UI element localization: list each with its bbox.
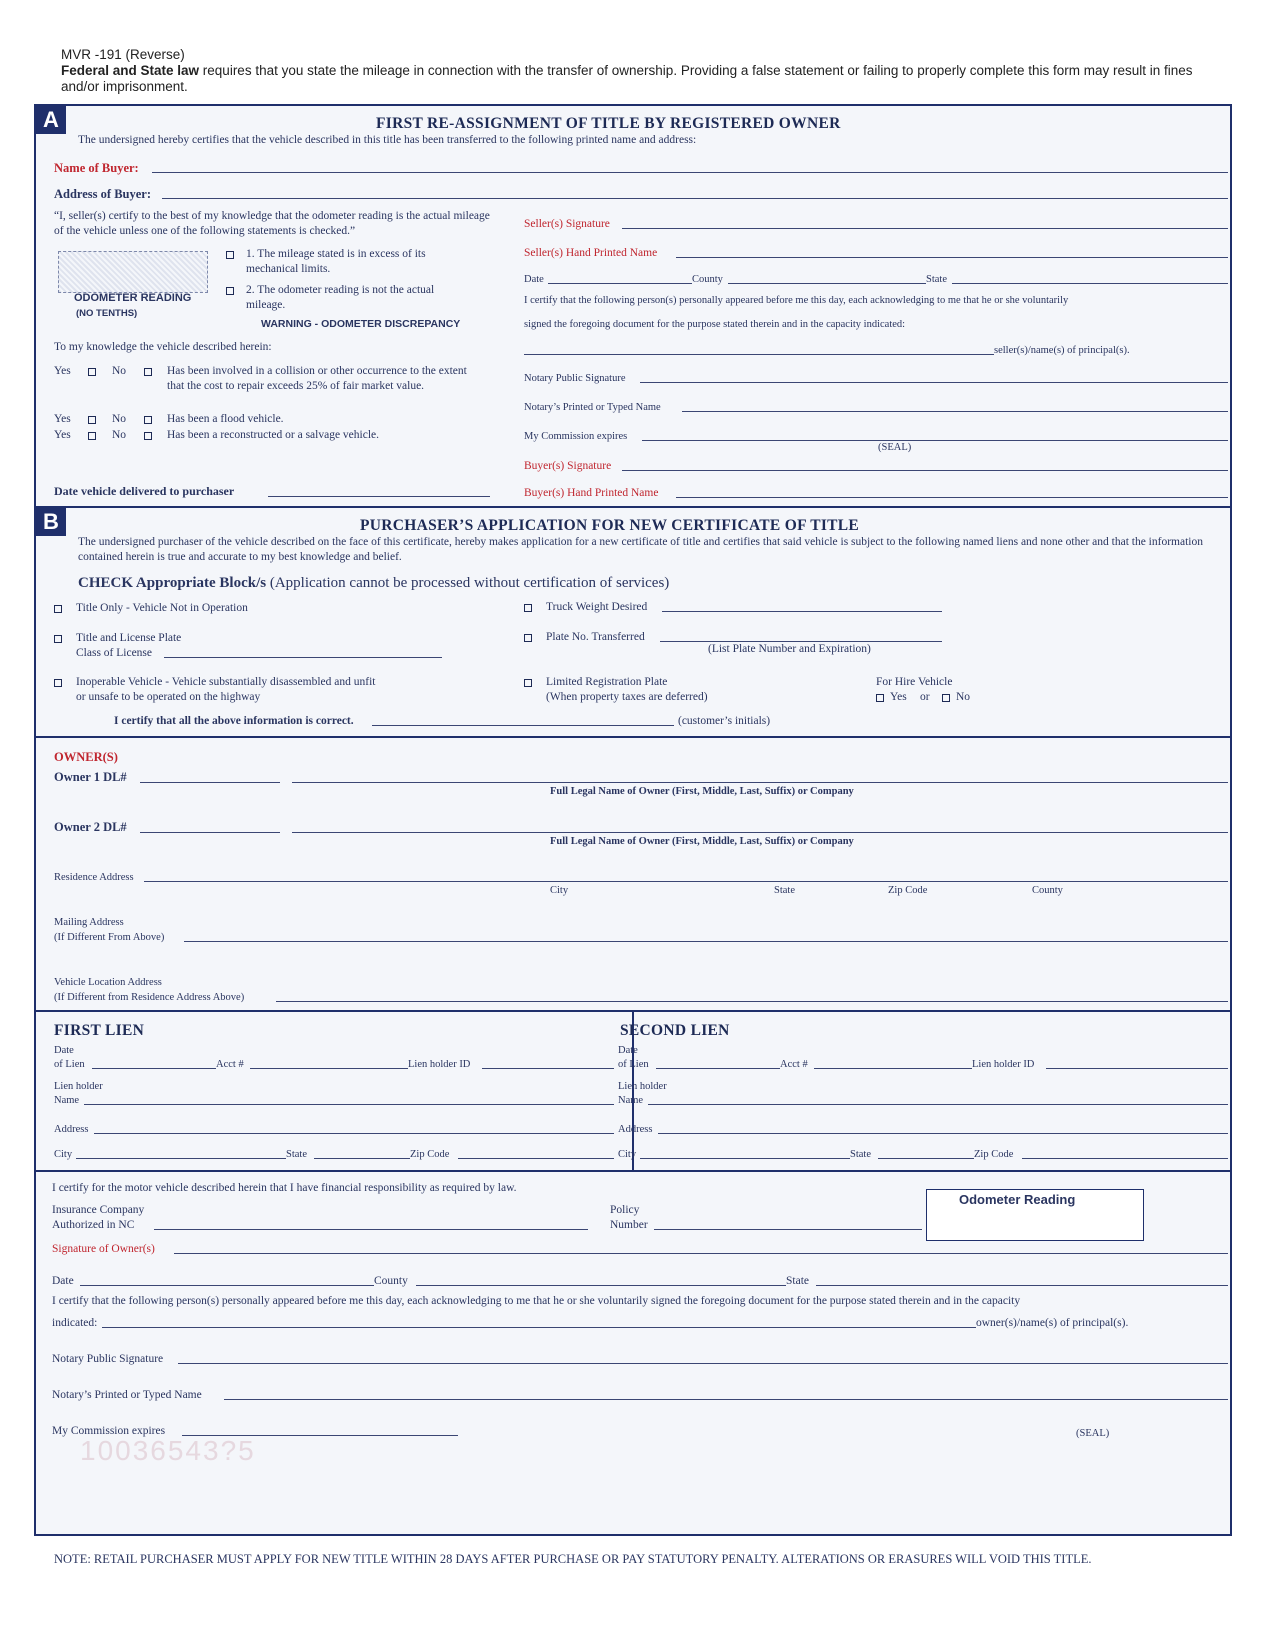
seller-certify-text: “I, seller(s) certify to the best of my knowledge that the odometer reading is the actual mileage of the vehicle unless one of the following statements is checked.”	[54, 210, 490, 237]
ins-commission-label: My Commission expires	[52, 1425, 166, 1437]
insurance-company-label: Insurance Company	[52, 1204, 145, 1216]
legal-notice-text: requires that you state the mileage in connection with the transfer of ownership. Providing a false statement or failing to properly complete this form may result in fines and/or imprisonment.	[61, 63, 1193, 94]
a-date-label: Date	[524, 274, 544, 285]
ins-notary-name-label: Notary’s Printed or Typed Name	[52, 1389, 202, 1401]
sl-city-label: City	[618, 1149, 637, 1160]
q1-no-checkbox[interactable]	[144, 368, 152, 376]
seller-signature-field[interactable]	[622, 228, 1228, 229]
mailing-sub-label: (If Different From Above)	[54, 932, 165, 943]
check-blocks-bold: CHECK Appropriate Block/s	[78, 575, 267, 591]
ins-notary-name-field[interactable]	[224, 1399, 1228, 1400]
mailing-label: Mailing Address	[54, 917, 124, 928]
limited-plate-sub: (When property taxes are deferred)	[546, 691, 708, 703]
fl-name-label: Name	[54, 1095, 80, 1106]
odometer-warning: WARNING - ODOMETER DISCREPANCY	[261, 318, 461, 330]
fl-lien-id-label: Lien holder ID	[408, 1059, 471, 1070]
fl-date-label: Date	[54, 1045, 74, 1056]
buyer-signature-field[interactable]	[622, 470, 1228, 471]
sl-address-label: Address	[618, 1124, 653, 1135]
date-delivered-field[interactable]	[268, 496, 490, 497]
sl-holder-label: Lien holder	[618, 1081, 667, 1092]
location-sub-label: (If Different from Residence Address Above)	[54, 992, 245, 1003]
owner-signature-label: Signature of Owner(s)	[52, 1243, 155, 1255]
fl-address-field[interactable]	[94, 1133, 614, 1134]
fl-state-field[interactable]	[314, 1158, 410, 1159]
insurance-company-field[interactable]	[154, 1229, 588, 1230]
for-hire-yes-label: Yes	[890, 691, 907, 703]
odometer-reading-label: ODOMETER READING	[74, 292, 192, 304]
class-of-license-label: Class of License	[76, 647, 153, 659]
location-field[interactable]	[276, 1001, 1228, 1002]
q1-no-label: No	[112, 365, 127, 377]
q1-text: Has been involved in a collision or other occurrence to the extent that the cost to repair exceeds 25% of fair market value.	[167, 365, 467, 392]
class-of-license-field[interactable]	[164, 657, 442, 658]
section-b-title: PURCHASER’S APPLICATION FOR NEW CERTIFICATE OF TITLE	[360, 517, 860, 534]
q1-yes-label: Yes	[54, 365, 71, 377]
fl-date-field[interactable]	[92, 1068, 216, 1069]
sl-lien-id-label: Lien holder ID	[972, 1059, 1035, 1070]
q2-no-checkbox[interactable]	[144, 416, 152, 424]
owners-heading: OWNER(S)	[54, 750, 118, 764]
knowledge-label: To my knowledge the vehicle described herein:	[54, 341, 272, 353]
for-hire-yes-checkbox[interactable]	[876, 694, 884, 702]
address-of-buyer-field[interactable]	[162, 198, 1228, 199]
sl-date-label: Date	[618, 1045, 638, 1056]
fl-zip-label: Zip Code	[410, 1149, 450, 1160]
ins-seal: (SEAL)	[1076, 1428, 1110, 1439]
a-notary-name-label: Notary’s Printed or Typed Name	[524, 402, 661, 413]
q2-text: Has been a flood vehicle.	[167, 413, 284, 425]
no-tenths-label: (NO TENTHS)	[76, 308, 138, 319]
section-b-letter: B	[36, 508, 66, 536]
residence-field[interactable]	[144, 881, 1228, 882]
fl-lien-id-field[interactable]	[482, 1068, 614, 1069]
fl-state-label: State	[286, 1149, 307, 1160]
ins-state-field[interactable]	[816, 1285, 1228, 1286]
q1-yes-checkbox[interactable]	[88, 368, 96, 376]
first-lien-title: FIRST LIEN	[54, 1022, 145, 1039]
ins-date-field[interactable]	[80, 1285, 374, 1286]
odometer-reading-box-label: Odometer Reading	[959, 1192, 1076, 1207]
truck-weight-label: Truck Weight Desired	[546, 601, 648, 613]
policy-number-label: Number	[610, 1219, 648, 1231]
limited-plate-checkbox[interactable]	[524, 679, 532, 687]
buyer-name-field[interactable]	[676, 497, 1228, 498]
for-hire-no-label: No	[956, 691, 971, 703]
q2-yes-label: Yes	[54, 413, 71, 425]
a-county-field[interactable]	[728, 283, 926, 284]
seller-name-field[interactable]	[676, 257, 1228, 258]
a-commission-label: My Commission expires	[524, 431, 628, 442]
residence-zip-label: Zip Code	[888, 885, 928, 896]
fl-name-field[interactable]	[84, 1104, 614, 1105]
name-of-buyer-label: Name of Buyer:	[54, 161, 139, 175]
sl-name-field[interactable]	[648, 1104, 1228, 1105]
fl-address-label: Address	[54, 1124, 89, 1135]
form-header	[61, 47, 1211, 95]
title-only-label: Title Only - Vehicle Not in Operation	[76, 602, 248, 614]
owner1-dl-label: Owner 1 DL#	[54, 770, 127, 784]
truck-weight-checkbox[interactable]	[524, 604, 532, 612]
limited-plate-label: Limited Registration Plate	[546, 676, 668, 688]
check-blocks-heading	[78, 574, 669, 592]
owner2-dl-label: Owner 2 DL#	[54, 820, 127, 834]
odometer-reading-box[interactable]	[58, 251, 208, 293]
date-delivered-label: Date vehicle delivered to purchaser	[54, 484, 235, 498]
a-notary-cert-2: signed the foregoing document for the purpose stated therein and in the capacity indicated:	[524, 319, 906, 330]
a-notary-name-field[interactable]	[682, 411, 1228, 412]
a-seal: (SEAL)	[878, 442, 912, 453]
a-county-label: County	[692, 274, 723, 285]
a-principals-label: seller(s)/name(s) of principal(s).	[994, 345, 1130, 356]
ins-notary-sig-label: Notary Public Signature	[52, 1353, 164, 1365]
for-hire-no-checkbox[interactable]	[942, 694, 950, 702]
a-notary-sig-label: Notary Public Signature	[524, 373, 626, 384]
policy-label: Policy	[610, 1204, 640, 1216]
title-plate-checkbox[interactable]	[54, 635, 62, 643]
check-blocks-rest: (Application cannot be processed without certification of services)	[266, 575, 670, 591]
plate-transferred-checkbox[interactable]	[524, 634, 532, 642]
q2-yes-checkbox[interactable]	[88, 416, 96, 424]
inoperable-label: Inoperable Vehicle - Vehicle substantially disassembled and unfit	[76, 676, 376, 688]
a-notary-sig-field[interactable]	[640, 382, 1228, 383]
sl-address-field[interactable]	[658, 1133, 1228, 1134]
footer-note: NOTE: RETAIL PURCHASER MUST APPLY FOR NEW TITLE WITHIN 28 DAYS AFTER PURCHASE OR PAY STATUTORY PENALTY. ALTERATIONS OR ERASURES WILL VOID THIS TITLE.	[54, 1552, 1092, 1566]
legal-notice	[61, 63, 1211, 95]
a-date-field[interactable]	[548, 283, 692, 284]
a-principals-field[interactable]	[524, 354, 994, 355]
legal-notice-bold: Federal and State law	[61, 63, 200, 78]
owner1-name-field[interactable]	[292, 782, 1228, 783]
fl-holder-label: Lien holder	[54, 1081, 103, 1092]
truck-weight-field[interactable]	[662, 611, 942, 612]
sl-zip-field[interactable]	[1022, 1158, 1228, 1159]
owner2-dl-field[interactable]	[140, 832, 280, 833]
ins-principals-label: owner(s)/name(s) of principal(s).	[976, 1317, 1129, 1329]
section-divider-liens-insurance	[36, 1170, 1230, 1172]
customer-initials-label: (customer’s initials)	[678, 715, 771, 727]
ins-county-field[interactable]	[416, 1285, 786, 1286]
address-of-buyer-label: Address of Buyer:	[54, 187, 151, 201]
a-state-field[interactable]	[952, 283, 1228, 284]
stmt2-checkbox[interactable]	[226, 287, 234, 295]
q3-yes-checkbox[interactable]	[88, 432, 96, 440]
a-notary-cert-1: I certify that the following person(s) personally appeared before me this day, each acknowledging to me that he or she voluntarily	[524, 295, 1069, 306]
fl-of-lien-label: of Lien	[54, 1059, 85, 1070]
residence-city-label: City	[550, 885, 569, 896]
ins-date-label: Date	[52, 1275, 74, 1287]
a-state-label: State	[926, 274, 947, 285]
ins-indicated-label: indicated:	[52, 1317, 98, 1329]
stmt2-text: 2. The odometer reading is not the actual mileage.	[246, 284, 435, 311]
authorized-nc-label: Authorized in NC	[52, 1219, 135, 1231]
q3-no-label: No	[112, 429, 127, 441]
q3-yes-label: Yes	[54, 429, 71, 441]
ins-notary-cert: I certify that the following person(s) personally appeared before me this day, each acknowledging to me that he or she voluntarily signed the foregoing document for the purpose stated therein and in the capacity	[52, 1295, 1021, 1307]
name-of-buyer-field[interactable]	[152, 172, 1228, 173]
title-only-checkbox[interactable]	[54, 605, 62, 613]
section-divider-a-b	[36, 506, 1230, 508]
residence-label: Residence Address	[54, 872, 134, 883]
ins-principals-field[interactable]	[102, 1327, 976, 1328]
serial-number-watermark: 10036543?5	[80, 1435, 256, 1466]
buyer-signature-label: Buyer(s) Signature	[524, 460, 612, 472]
sl-acct-label: Acct #	[780, 1059, 808, 1070]
form-frame	[34, 104, 1232, 1536]
location-label: Vehicle Location Address	[54, 977, 162, 988]
for-hire-or-label: or	[920, 691, 930, 703]
residence-state-label: State	[774, 885, 795, 896]
residence-county-label: County	[1032, 885, 1063, 896]
second-lien-title: SECOND LIEN	[620, 1022, 730, 1039]
section-a-intro: The undersigned hereby certifies that the vehicle described in this title has been transferred to the following printed name and address:	[78, 134, 697, 146]
seller-signature-label: Seller(s) Signature	[524, 218, 610, 230]
owner1-dl-field[interactable]	[140, 782, 280, 783]
sl-acct-field[interactable]	[814, 1068, 972, 1069]
sl-state-field[interactable]	[878, 1158, 974, 1159]
section-a-letter: A	[36, 106, 66, 134]
sl-city-field[interactable]	[640, 1158, 850, 1159]
customer-initials-field[interactable]	[372, 725, 674, 726]
insurance-certify-text: I certify for the motor vehicle described herein that I have financial responsibility as required by law.	[52, 1182, 517, 1194]
policy-number-field[interactable]	[654, 1229, 922, 1230]
fl-city-field[interactable]	[76, 1158, 286, 1159]
inoperable-checkbox[interactable]	[54, 679, 62, 687]
a-commission-field[interactable]	[642, 440, 1228, 441]
ins-county-label: County	[374, 1275, 408, 1287]
fl-acct-field[interactable]	[250, 1068, 408, 1069]
owner-signature-field[interactable]	[174, 1253, 1228, 1254]
seller-name-label: Seller(s) Hand Printed Name	[524, 247, 658, 259]
title-plate-label: Title and License Plate	[76, 632, 182, 644]
inoperable-sub: or unsafe to be operated on the highway	[76, 691, 261, 703]
sl-state-label: State	[850, 1149, 871, 1160]
form-id: MVR -191 (Reverse)	[61, 47, 185, 62]
sl-of-lien-label: of Lien	[618, 1059, 649, 1070]
owner2-name-label: Full Legal Name of Owner (First, Middle, Last, Suffix) or Company	[550, 836, 854, 847]
plate-transferred-sub: (List Plate Number and Expiration)	[708, 643, 871, 655]
fl-zip-field[interactable]	[458, 1158, 614, 1159]
ins-notary-sig-field[interactable]	[178, 1363, 1228, 1364]
stmt1-checkbox[interactable]	[226, 251, 234, 259]
sl-name-label: Name	[618, 1095, 644, 1106]
for-hire-label: For Hire Vehicle	[876, 676, 953, 688]
sl-lien-id-field[interactable]	[1046, 1068, 1228, 1069]
sl-zip-label: Zip Code	[974, 1149, 1014, 1160]
section-a-title: FIRST RE-ASSIGNMENT OF TITLE BY REGISTERED OWNER	[376, 115, 841, 132]
plate-transferred-label: Plate No. Transferred	[546, 631, 645, 643]
owner1-name-label: Full Legal Name of Owner (First, Middle, Last, Suffix) or Company	[550, 786, 854, 797]
owner2-name-field[interactable]	[292, 832, 1228, 833]
fl-city-label: City	[54, 1149, 73, 1160]
mailing-field[interactable]	[184, 941, 1228, 942]
ins-state-label: State	[786, 1275, 809, 1287]
certify-correct-label: I certify that all the above information is correct.	[114, 715, 354, 727]
fl-acct-label: Acct #	[216, 1059, 244, 1070]
q3-text: Has been a reconstructed or a salvage vehicle.	[167, 429, 380, 441]
stmt1-text: 1. The mileage stated is in excess of its mechanical limits.	[246, 248, 426, 275]
section-divider-b-owners	[36, 736, 1230, 738]
buyer-name-label: Buyer(s) Hand Printed Name	[524, 487, 659, 499]
section-b-intro: The undersigned purchaser of the vehicle described on the face of this certificate, hereby makes application for a new certificate of title and certifies that said vehicle is subject to the following named liens and none other and that the information contained herein is true and accurate to my best knowledge and belief.	[78, 536, 1203, 563]
q3-no-checkbox[interactable]	[144, 432, 152, 440]
odometer-reading-box-b[interactable]	[926, 1189, 1144, 1241]
sl-date-field[interactable]	[656, 1068, 780, 1069]
q2-no-label: No	[112, 413, 127, 425]
